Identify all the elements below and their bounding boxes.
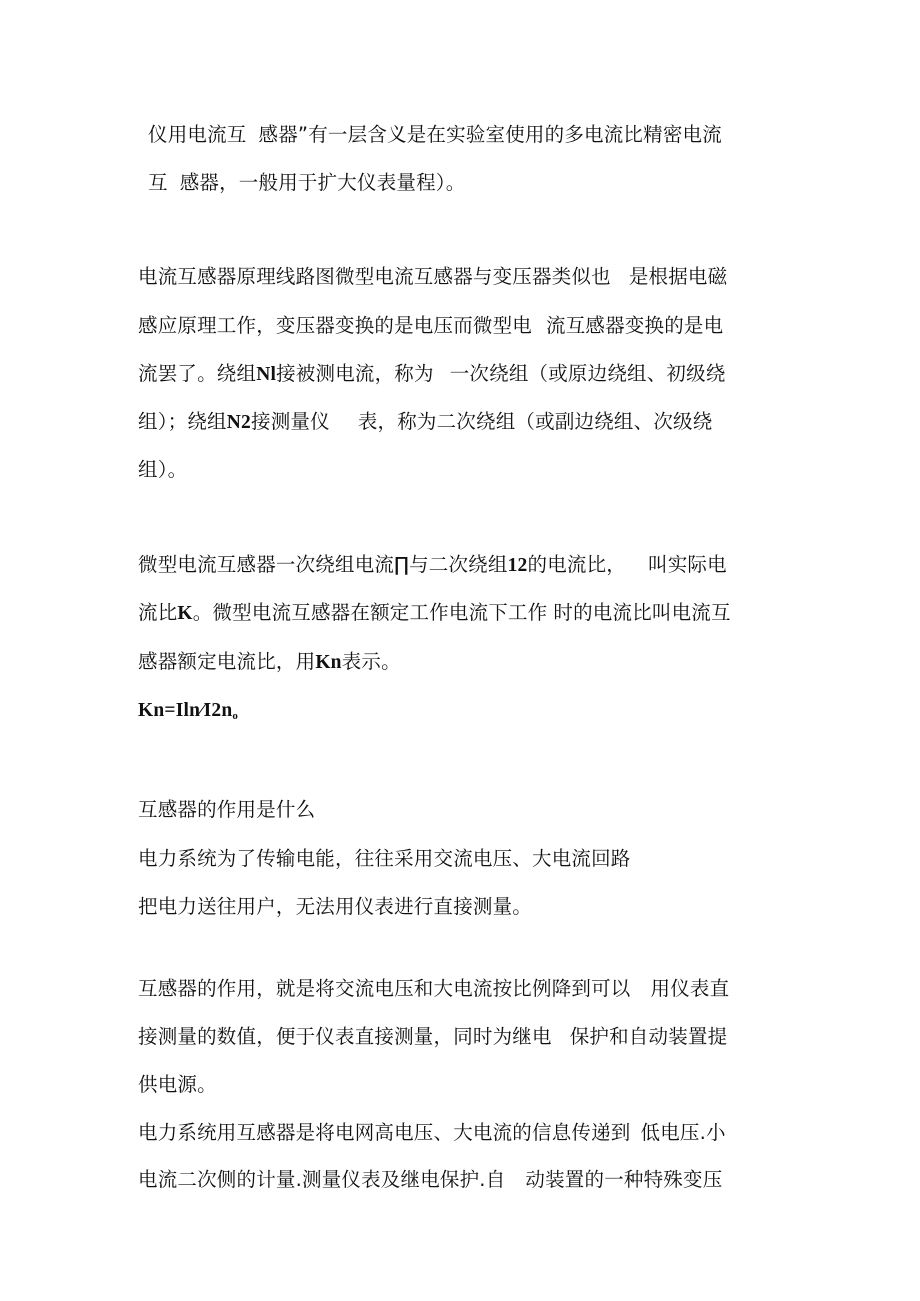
text-line-4: 感应原理工作，变压器变换的是电压而微型电 流互感器变换的是电 — [138, 314, 724, 337]
text-line-2: 互 感器，一般用于扩大仪表量程）。 — [148, 171, 466, 194]
text-line-6: 组）；绕组N2接测量仪 表，称为二次绕组（或副边绕组、次级绕 — [138, 410, 713, 433]
text-line-11: 电力系统为了传输电能，往往采用交流电压、大电流回路 — [138, 847, 631, 870]
text-line-10: 感器额定电流比，用Kn表示。 — [138, 650, 401, 673]
text-line-8: 微型电流互感器一次绕组电流∏与二次绕组12的电流比， 叫实际电 — [138, 553, 727, 576]
text-line-13: 互感器的作用，就是将交流电压和大电流按比例降到可以 用仪表直 — [138, 977, 730, 1000]
text-line-12: 把电力送往用户，无法用仪表进行直接测量。 — [138, 895, 533, 918]
text-line-9: 流比K。微型电流互感器在额定工作电流下工作 时的电流比叫电流互 — [138, 601, 731, 624]
text-line-17: 电流二次侧的计量.测量仪表及继电保护.自 动装置的一种特殊变压 — [138, 1168, 723, 1191]
formula-line: $Kn=Iln∕I2n_o$ — [138, 700, 239, 722]
text-line-1: 仪用电流互 感器”有一层含义是在实验室使用的多电流比精密电流 — [148, 123, 722, 146]
text-line-3: 电流互感器原理线路图微型电流互感器与变压器类似也 是根据电磁 — [138, 265, 728, 288]
text-line-16: 电力系统用互感器是将电网高电压、大电流的信息传递到 低电压.小 — [138, 1121, 726, 1144]
text-line-14: 接测量的数值，便于仪表直接测量，同时为继电 保护和自动装置提 — [138, 1025, 728, 1048]
text-line-15: 供电源。 — [138, 1073, 217, 1096]
section-heading: 互感器的作用是什么 — [138, 798, 316, 821]
text-line-7: 组）。 — [138, 458, 188, 481]
text-line-5: 流罢了。绕组Nl接被测电流，称为 一次绕组（或原边绕组、初级绕 — [138, 362, 726, 385]
